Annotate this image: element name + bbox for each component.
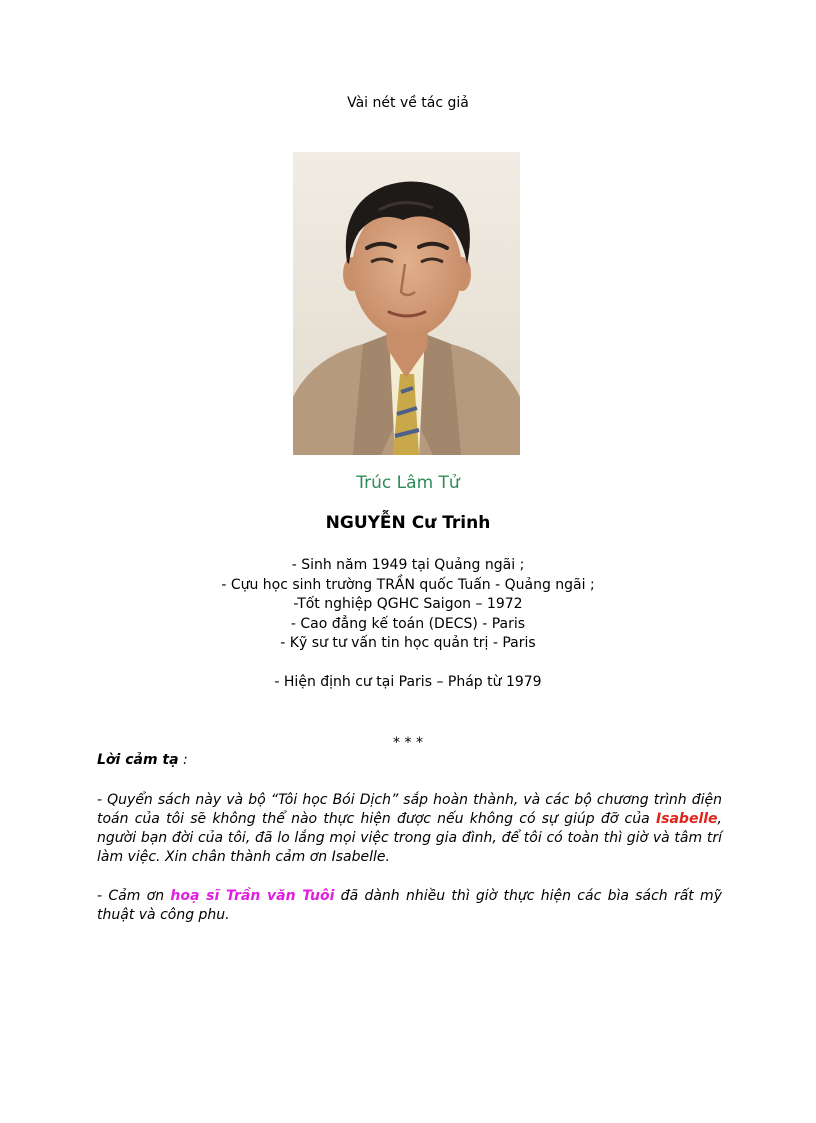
bio-line: - Cựu học sinh trường TRẦN quốc Tuấn - Quảng ngãi ; [221, 576, 595, 593]
bio-line: -Tốt nghiệp QGHC Saigon – 1972 [293, 596, 523, 612]
author-portrait [293, 152, 520, 455]
para1-highlight-name: Isabelle [655, 811, 718, 827]
bio-residence: - Hiện định cư tại Paris – Pháp từ 1979 [274, 674, 542, 690]
author-name: NGUYỄN Cư Trinh [325, 513, 491, 533]
acknowledgement-title [97, 752, 188, 768]
page-heading: Vài nét về tác giả [347, 95, 469, 111]
para2-text-before: - Cảm ơn [97, 888, 171, 904]
acknowledgement-paragraph-2 [97, 887, 722, 925]
bio-spacer [0, 654, 816, 674]
para2-highlight-name: hoạ sĩ Trần văn Tuôi [170, 888, 335, 904]
para1-text-before: - Quyển sách này và bộ “Tôi học Bói Dịch” sắp hoàn thành, và các bộ chương trình điện toán của tôi sẽ không thể nào thực hiện được nếu không có sự giúp đỡ của [97, 792, 722, 827]
author-bio [0, 556, 816, 693]
pen-name: Trúc Lâm Tử [356, 473, 460, 493]
bio-line: - Cao đẳng kế toán (DECS) - Paris [290, 615, 526, 632]
para2-text-after: đã dành nhiều thì giờ thực hiện các bìa sách rất mỹ thuật và công phu. [97, 888, 722, 923]
acknowledgement-paragraph-1 [97, 791, 722, 867]
bio-line: - Kỹ sư tư vấn tin học quản trị - Paris [280, 635, 536, 651]
para1-text-after: , người bạn đời của tôi, đã lo lắng mọi việc trong gia đình, để tôi có toàn thì giờ và tâm trí làm việc. Xin chân thành cảm ơn Isabelle. [97, 811, 722, 865]
acknowledgement-title-suffix: : [178, 752, 188, 768]
acknowledgement-title-text: Lời cảm tạ [97, 752, 179, 768]
bio-line: - Sinh năm 1949 tại Quảng ngãi ; [291, 557, 525, 573]
section-separator: * * * [393, 735, 423, 751]
